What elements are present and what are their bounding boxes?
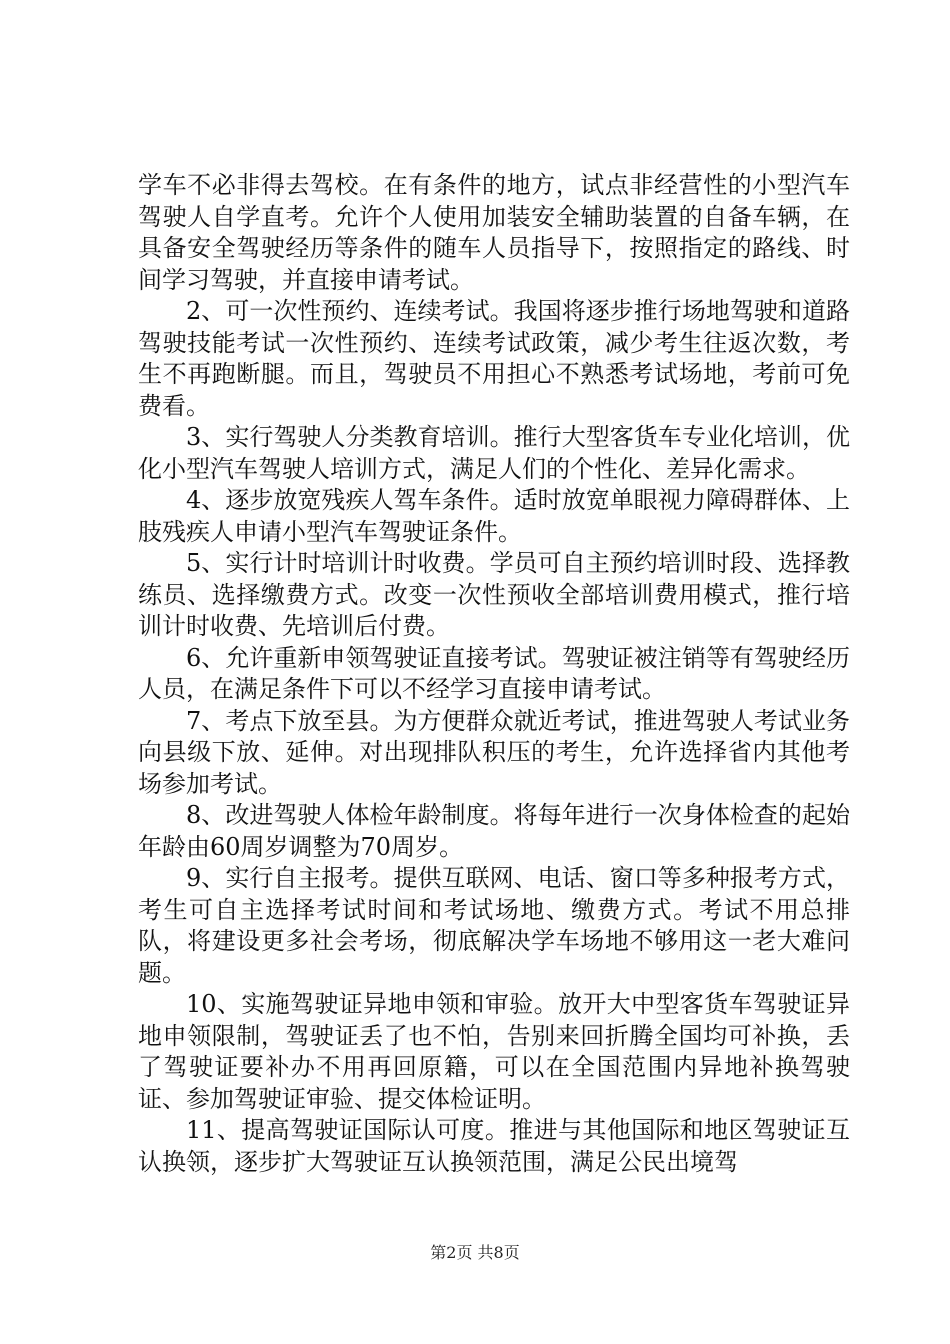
paragraph-item-3: 3、实行驾驶人分类教育培训。推行大型客货车专业化培训，优化小型汽车驾驶人培训方式，满足人们的个性化、差异化需求。: [138, 423, 850, 483]
paragraph-item-4: 4、逐步放宽残疾人驾车条件。适时放宽单眼视力障碍群体、上肢残疾人申请小型汽车驾驶证条件。: [138, 486, 850, 546]
paragraph-continuation: 学车不必非得去驾校。在有条件的地方，试点非经营性的小型汽车驾驶人自学直考。允许个人使用加装安全辅助装置的自备车辆，在具备安全驾驶经历等条件的随车人员指导下，按照指定的路线、时间学习驾驶，并直接申请考试。: [138, 171, 850, 294]
page-footer: 第2页 共8页: [430, 1243, 520, 1262]
paragraph-item-10: 10、实施驾驶证异地申领和审验。放开大中型客货车驾驶证异地申领限制，驾驶证丢了也不怕，告别来回折腾全国均可补换，丢了驾驶证要补办不用再回原籍，可以在全国范围内异地补换驾驶证、参加驾驶证审验、提交体检证明。: [138, 990, 850, 1113]
paragraph-item-6: 6、允许重新申领驾驶证直接考试。驾驶证被注销等有驾驶经历人员，在满足条件下可以不经学习直接申请考试。: [138, 643, 850, 703]
paragraph-item-7: 7、考点下放至县。为方便群众就近考试，推进驾驶人考试业务向县级下放、延伸。对出现排队积压的考生，允许选择省内其他考场参加考试。: [138, 706, 850, 798]
document-body: [138, 170, 850, 1178]
paragraph-item-8: 8、改进驾驶人体检年龄制度。将每年进行一次身体检查的起始年龄由60周岁调整为70周岁。: [138, 801, 850, 861]
paragraph-item-2: 2、可一次性预约、连续考试。我国将逐步推行场地驾驶和道路驾驶技能考试一次性预约、连续考试政策，减少考生往返次数，考生不再跑断腿。而且，驾驶员不用担心不熟悉考试场地，考前可免费看。: [138, 297, 850, 420]
paragraph-item-9: 9、实行自主报考。提供互联网、电话、窗口等多种报考方式，考生可自主选择考试时间和考试场地、缴费方式。考试不用总排队，将建设更多社会考场，彻底解决学车场地不够用这一老大难问题。: [138, 864, 850, 987]
paragraph-item-5: 5、实行计时培训计时收费。学员可自主预约培训时段、选择教练员、选择缴费方式。改变一次性预收全部培训费用模式，推行培训计时收费、先培训后付费。: [138, 549, 850, 640]
paragraph-item-11: 11、提高驾驶证国际认可度。推进与其他国际和地区驾驶证互认换领，逐步扩大驾驶证互认换领范围，满足公民出境驾: [138, 1116, 850, 1176]
